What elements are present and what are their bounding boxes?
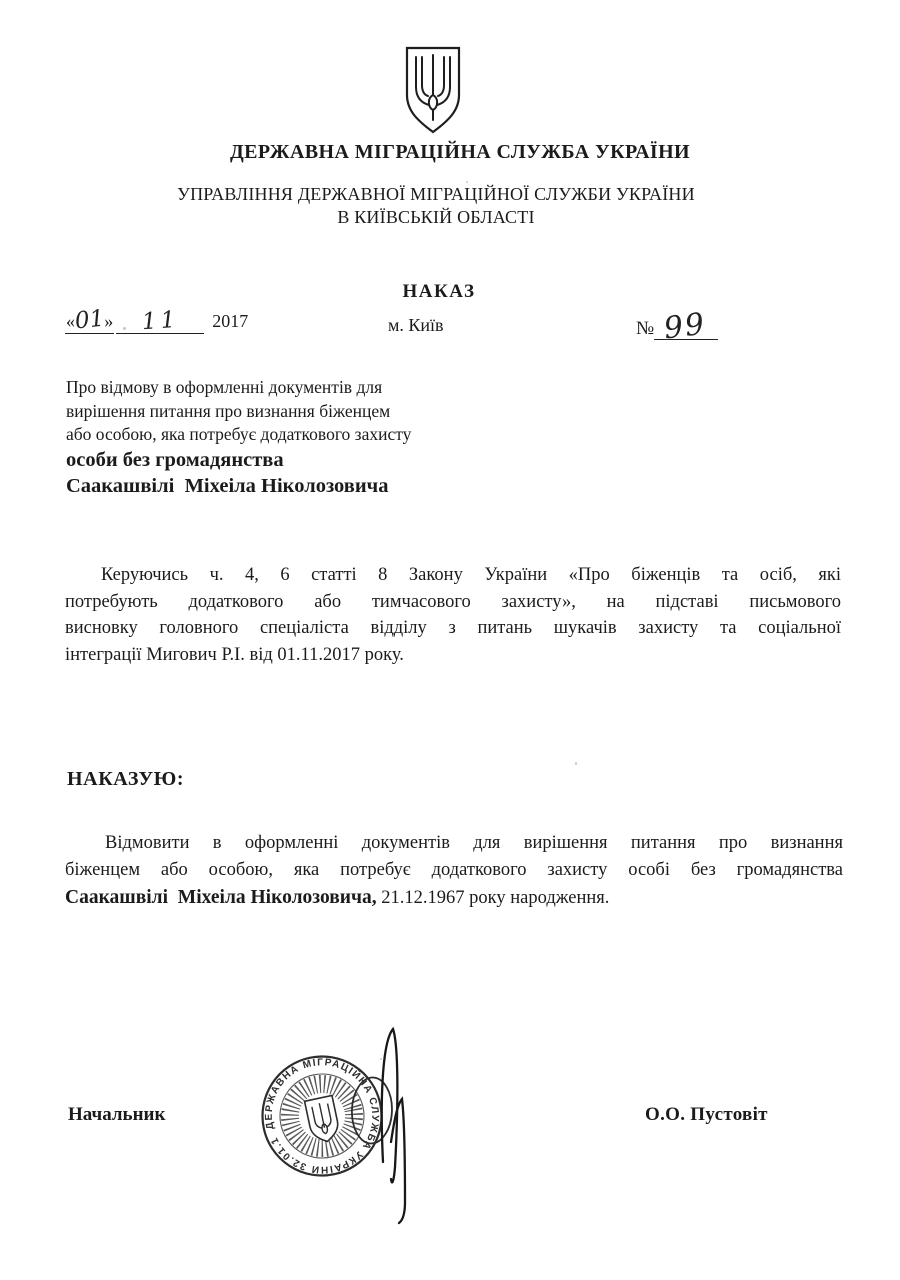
decree-line: біженцем або особою, яка потребує додаткового захисту особі без громадянства (65, 860, 843, 880)
order-meta-row (65, 303, 845, 353)
order-date (65, 305, 249, 336)
decree-paragraph (65, 830, 843, 912)
body-line: Керуючись ч. 4, 6 статті 8 Закону України «Про біженців та осіб, які (101, 565, 841, 585)
scan-speck (466, 181, 468, 183)
scan-speck (123, 327, 126, 330)
handwritten-day: 01 (73, 305, 106, 335)
org-title: ДЕРЖАВНА МІГРАЦІЙНА СЛУЖБА УКРАЇНИ (229, 141, 691, 163)
number-label: № (636, 318, 655, 339)
subject-line: або особою, яка потребує додаткового захисту (66, 424, 412, 444)
decree-line (65, 884, 843, 912)
handwritten-month: 11 (140, 306, 180, 336)
subject-bold-line: особи без громадянства (66, 448, 284, 471)
decree-birthdate: 21.12.1967 року народження. (376, 888, 610, 908)
body-line: висновку головного спеціаліста відділу з питань шукачів захисту та соціальної (65, 618, 841, 638)
date-month-field (116, 306, 204, 336)
quote-close: » (104, 311, 114, 331)
number-field (654, 306, 718, 347)
date-day-field (65, 305, 114, 335)
handwritten-number: 99 (662, 306, 709, 347)
decree-line: Відмовити в оформленні документів для вирішення питання про визнання (105, 833, 843, 853)
order-number (636, 306, 718, 347)
order-city: м. Київ (388, 315, 444, 335)
decree-person-name: Саакашвілі Міхеіла Ніколозовича, (65, 887, 377, 908)
pen-signature (352, 1012, 422, 1227)
order-subject (66, 376, 546, 500)
subject-person-name: Саакашвілі Міхеіла Ніколозовича (66, 475, 389, 497)
legal-basis-paragraph (65, 562, 841, 668)
stamp-ring-text: ДЕРЖАВНА МІГРАЦІЙНА СЛУЖБА УКРАЇНИ 32.01.1 (263, 1057, 381, 1175)
signer-name: О.О. Пустовіт (645, 1104, 768, 1125)
decree-heading: НАКАЗУЮ: (67, 768, 185, 790)
scan-speck (575, 762, 577, 765)
ukraine-trident-icon (402, 45, 464, 135)
body-line: потребують додаткового або тимчасового захисту», на підставі письмового (65, 591, 841, 612)
date-year: 2017 (212, 311, 249, 331)
subject-line: Про відмову в оформленні документів для (66, 377, 383, 397)
subject-line: вирішення питання про визнання біженцем (66, 400, 391, 421)
document-type-title: НАКАЗ (402, 281, 476, 302)
signer-position: Начальник (68, 1104, 166, 1125)
org-subtitle-line2: В КИЇВСЬКІЙ ОБЛАСТІ (337, 207, 535, 227)
quote-open: « (66, 311, 75, 331)
org-subtitle (0, 183, 872, 229)
org-subtitle-line1: УПРАВЛІННЯ ДЕРЖАВНОЇ МІГРАЦІЙНОЇ СЛУЖБИ УКРАЇНИ (177, 184, 695, 204)
body-line: інтеграції Мигович Р.І. від 01.11.2017 року. (65, 644, 404, 665)
